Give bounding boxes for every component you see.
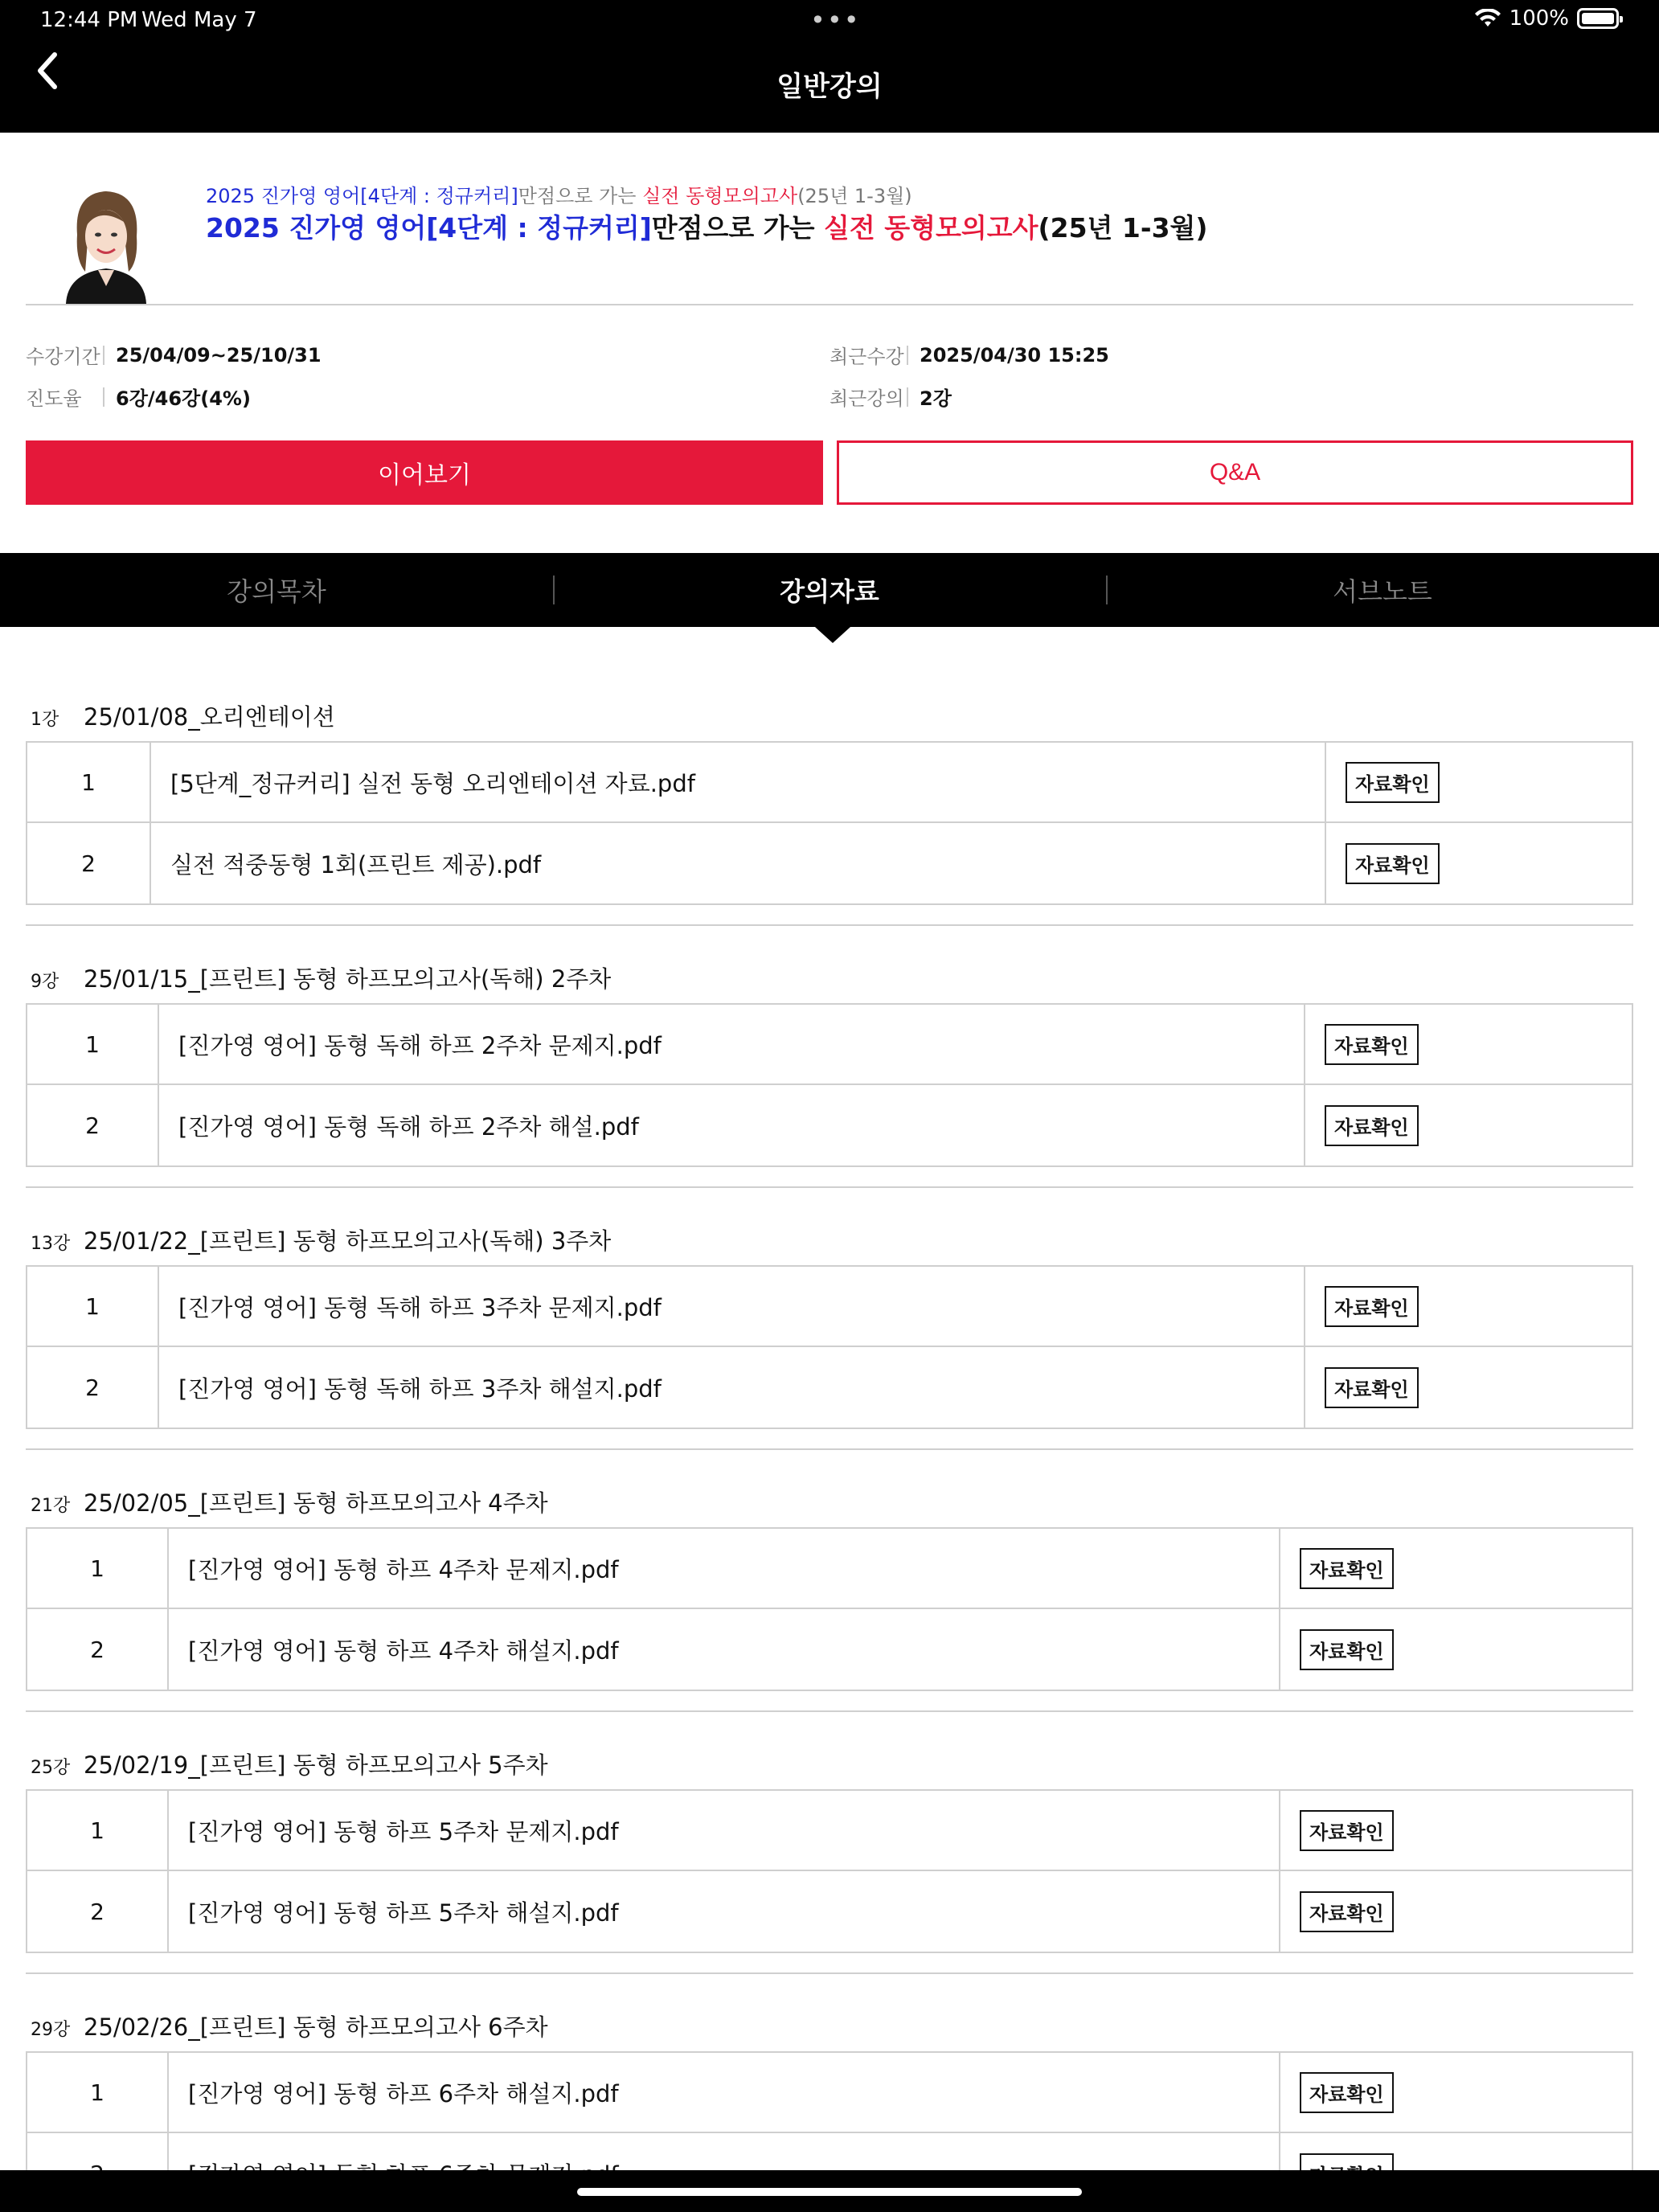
multitask-dots-icon[interactable]: ••• [810, 5, 861, 35]
file-name: [진가영 영어] 동형 하프 6주차 해설지.pdf [169, 2053, 1280, 2132]
view-material-button[interactable]: 자료확인 [1325, 1286, 1419, 1327]
lecture-section [26, 1199, 1633, 1461]
table-row: 2 [진가영 영어] 동형 하프 5주차 해설지.pdf 자료확인 [27, 1871, 1632, 1952]
progress-done: 6강 [116, 387, 148, 410]
lecture-title: 25/02/26_[프린트] 동형 하프모의고사 6주차 [84, 2013, 548, 2041]
lecture-title: 25/02/19_[프린트] 동형 하프모의고사 5주차 [84, 1751, 548, 1779]
info-recent: 최근수강 2025/04/30 15:25 [830, 343, 1109, 368]
file-name: [진가영 영어] 동형 하프 5주차 문제지.pdf [169, 1791, 1280, 1870]
course-subtitle: 2025 진가영 영어[4단계 : 정규커리]만점으로 가는 실전 동형모의고사(25년 1-3월) [206, 185, 912, 207]
instructor-avatar [50, 183, 162, 304]
lecture-number: 13강 [31, 1234, 71, 1254]
view-material-button[interactable]: 자료확인 [1325, 1367, 1419, 1408]
tab-bar [0, 553, 1659, 627]
course-header [26, 161, 1633, 305]
tab-lecture-list[interactable]: 강의목차 [227, 576, 326, 607]
lecture-title: 25/02/05_[프린트] 동형 하프모의고사 4주차 [84, 1489, 548, 1517]
status-date: Wed May 7 [141, 8, 257, 32]
progress-rest: /46강(4%) [147, 387, 251, 410]
status-time: 12:44 PM [40, 8, 138, 32]
table-row: 2 [진가영 영어] 동형 독해 하프 2주차 해설.pdf 자료확인 [27, 1085, 1632, 1165]
view-material-button[interactable]: 자료확인 [1325, 1105, 1419, 1146]
view-material-button[interactable]: 자료확인 [1300, 2072, 1394, 2113]
qa-button[interactable]: Q&A [837, 440, 1633, 505]
battery-icon [1577, 8, 1619, 29]
lecture-title: 25/01/22_[프린트] 동형 하프모의고사(독해) 3주차 [84, 1227, 612, 1255]
materials-list [26, 675, 1633, 2212]
view-material-button[interactable]: 자료확인 [1346, 843, 1440, 884]
table-row: 1 [진가영 영어] 동형 하프 5주차 문제지.pdf 자료확인 [27, 1791, 1632, 1871]
info-progress: 진도율 6강 /46강(4%) [26, 383, 251, 411]
file-name: [진가영 영어] 동형 독해 하프 3주차 문제지.pdf [159, 1267, 1305, 1346]
tab-sub-note[interactable]: 서브노트 [1333, 576, 1432, 607]
recent-lecture-value: 2강 [920, 387, 952, 410]
table-row: 1 [진가영 영어] 동형 독해 하프 3주차 문제지.pdf 자료확인 [27, 1267, 1632, 1347]
lecture-section [26, 1461, 1633, 1723]
view-material-button[interactable]: 자료확인 [1300, 1810, 1394, 1851]
view-material-button[interactable]: 자료확인 [1300, 1548, 1394, 1589]
period-value: 25/04/09~25/10/31 [116, 343, 322, 367]
continue-button[interactable]: 이어보기 [26, 440, 823, 505]
table-row: 1 [진가영 영어] 동형 독해 하프 2주차 문제지.pdf 자료확인 [27, 1005, 1632, 1085]
table-row: 1 [진가영 영어] 동형 하프 4주차 문제지.pdf 자료확인 [27, 1529, 1632, 1609]
top-bar [0, 0, 1659, 133]
table-row: 1 [진가영 영어] 동형 하프 6주차 해설지.pdf 자료확인 [27, 2053, 1632, 2133]
course-title: 2025 진가영 영어[4단계 : 정규커리]만점으로 가는 실전 동형모의고사(25년 1-3월) [206, 212, 1208, 244]
home-indicator[interactable] [577, 2188, 1082, 2196]
view-material-button[interactable]: 자료확인 [1325, 1024, 1419, 1065]
table-row: 2 [진가영 영어] 동형 독해 하프 3주차 해설지.pdf 자료확인 [27, 1347, 1632, 1428]
view-material-button[interactable]: 자료확인 [1300, 1629, 1394, 1670]
file-name: 실전 적중동형 1회(프린트 제공).pdf [151, 823, 1326, 903]
view-material-button[interactable]: 자료확인 [1300, 1891, 1394, 1932]
file-name: [진가영 영어] 동형 하프 4주차 해설지.pdf [169, 1609, 1280, 1690]
file-name: [진가영 영어] 동형 독해 하프 2주차 해설.pdf [159, 1085, 1305, 1165]
lecture-section [26, 937, 1633, 1199]
lecture-number: 25강 [31, 1758, 71, 1778]
lecture-number: 1강 [31, 710, 59, 730]
tab-lecture-materials[interactable]: 강의자료 [780, 576, 879, 607]
lecture-number: 29강 [31, 2020, 71, 2040]
status-indicators [1474, 6, 1619, 31]
active-tab-indicator [815, 627, 850, 643]
battery-percent: 100% [1509, 6, 1569, 31]
file-name: [진가영 영어] 동형 독해 하프 3주차 해설지.pdf [159, 1347, 1305, 1428]
file-name: [진가영 영어] 동형 하프 5주차 해설지.pdf [169, 1871, 1280, 1952]
file-name: [5단계_정규커리] 실전 동형 오리엔테이션 자료.pdf [151, 743, 1326, 821]
lecture-section [26, 1723, 1633, 1985]
file-name: [진가영 영어] 동형 독해 하프 2주차 문제지.pdf [159, 1005, 1305, 1083]
lecture-title: 25/01/15_[프린트] 동형 하프모의고사(독해) 2주차 [84, 965, 612, 993]
lecture-title: 25/01/08_오리엔테이션 [84, 703, 335, 731]
page-title: 일반강의 [776, 71, 883, 103]
view-material-button[interactable]: 자료확인 [1346, 762, 1440, 803]
info-period: 수강기간 25/04/09~25/10/31 [26, 343, 322, 368]
table-row: 2 실전 적중동형 1회(프린트 제공).pdf 자료확인 [27, 823, 1632, 903]
wifi-icon [1474, 9, 1501, 28]
file-name: [진가영 영어] 동형 하프 4주차 문제지.pdf [169, 1529, 1280, 1608]
lecture-number: 21강 [31, 1496, 71, 1516]
table-row: 2 [진가영 영어] 동형 하프 4주차 해설지.pdf 자료확인 [27, 1609, 1632, 1690]
lecture-number: 9강 [31, 972, 59, 992]
lecture-section [26, 675, 1633, 937]
info-recent-lecture: 최근강의 2강 [830, 383, 952, 411]
recent-value: 2025/04/30 15:25 [920, 343, 1109, 367]
table-row: 1 [5단계_정규커리] 실전 동형 오리엔테이션 자료.pdf 자료확인 [27, 743, 1632, 823]
